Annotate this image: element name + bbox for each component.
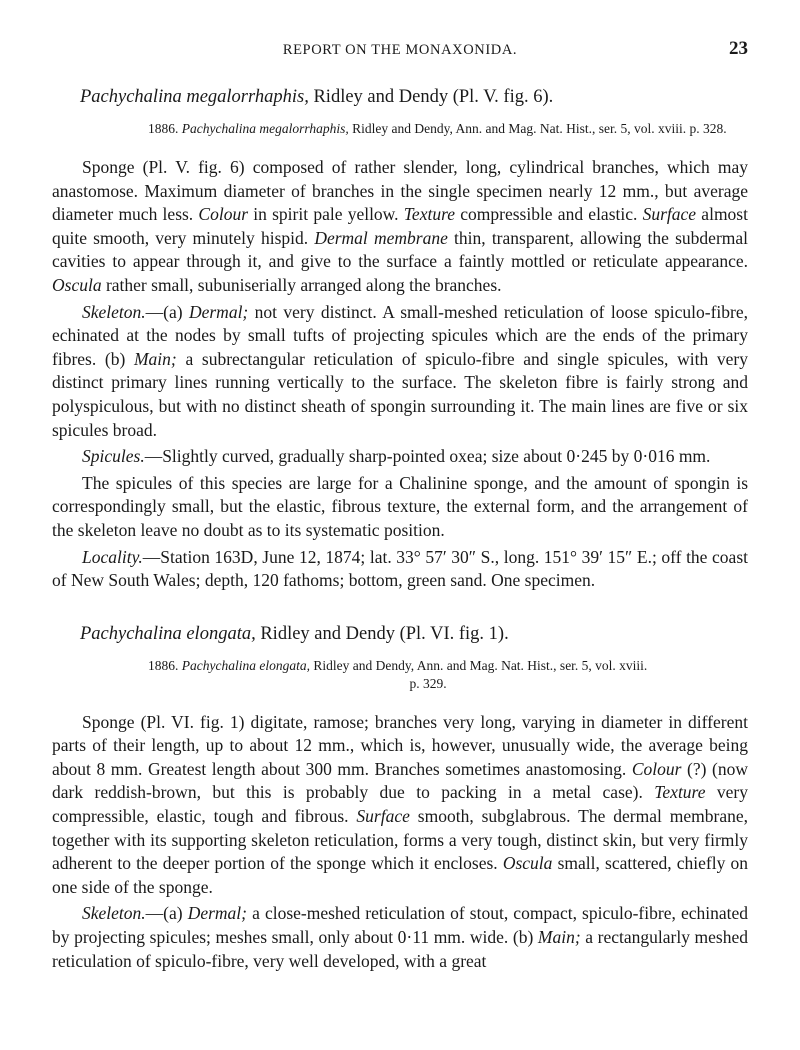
term-colour: Colour xyxy=(631,758,682,779)
text-run: —(a) xyxy=(145,903,188,924)
reference-citation xyxy=(52,120,748,138)
species-heading-megalorrhaphis xyxy=(80,84,748,110)
ref-year: 1886. xyxy=(148,121,182,136)
term-surface: Surface xyxy=(356,806,410,827)
species-name: Pachychalina elongata, xyxy=(80,623,256,644)
term-dermal: Dermal; xyxy=(187,903,247,924)
term-main: Main; xyxy=(537,927,581,948)
term-texture: Texture xyxy=(654,782,706,803)
text-run: Sponge (Pl. V. fig. 6) composed of rather slender, long, cylindrical branches, which may anastomose. Maximum diameter of branches in the single specimen nearly 12 mm., but average diameter much less. xyxy=(52,157,748,225)
running-head xyxy=(52,38,748,64)
species-name: Pachychalina megalorrhaphis, xyxy=(80,87,309,107)
term-dermal-membrane: Dermal membrane xyxy=(314,227,448,248)
species-authority: Ridley and Dendy (Pl. V. fig. 6). xyxy=(308,87,554,107)
ref-text: Ridley and Dendy, Ann. and Mag. Nat. Hist., ser. 5, vol. xviii. p. 328. xyxy=(348,121,727,136)
remarks-paragraph: The spicules of this species are large for a Chalinine sponge, and the amount of spongin is correspondingly small, but the elastic, fibrous texture, the external form, and the arrangement of the skeleton leave no doubt as to its systematic position. xyxy=(52,472,748,540)
text-run: very compressible, elastic, tough and fibrous. xyxy=(52,782,748,827)
text-run: a close-meshed reticulation of stout, compact, spiculo-fibre, echinated by projecting spicules; meshes small, only about 0·11 mm. wide. (b) xyxy=(52,903,748,948)
text-run: thin, transparent, allowing the subdermal cavities to appear through it, and give to the surface a faintly mottled or reticulate appearance. xyxy=(52,227,749,272)
page xyxy=(52,38,748,973)
text-run: rather small, subuniserially arranged along the branches. xyxy=(101,274,502,295)
skeleton-paragraph xyxy=(52,902,748,973)
text-run: almost quite smooth, very minutely hispid. xyxy=(52,204,748,248)
term-colour: Colour xyxy=(198,204,249,225)
ref-species: Pachychalina elongata, xyxy=(181,657,310,673)
text-run: —(a) xyxy=(145,301,189,322)
term-oscula: Oscula xyxy=(502,853,553,874)
term-main: Main; xyxy=(133,348,177,369)
running-title: REPORT ON THE MONAXONIDA. xyxy=(282,42,518,58)
reference-citation xyxy=(52,657,748,693)
page-number: 23 xyxy=(729,38,748,59)
description-paragraph xyxy=(52,156,748,298)
spicules-paragraph xyxy=(52,445,748,469)
text-run: (?) (now dark reddish-brown, but this is probably due to packing in a metal case). xyxy=(52,758,748,803)
text-run: a rectangularly meshed reticulation of spiculo-fibre, very well developed, with a great xyxy=(52,927,748,971)
text-run: —Slightly curved, gradually sharp-pointed oxea; size about 0·245 by 0·016 mm. xyxy=(144,446,711,467)
skeleton-paragraph xyxy=(52,301,748,443)
species-authority: Ridley and Dendy (Pl. VI. fig. 1). xyxy=(255,623,509,644)
term-skeleton: Skeleton. xyxy=(82,301,146,322)
term-dermal: Dermal; xyxy=(188,301,249,322)
text-run: smooth, subglabrous. The dermal membrane, together with its supporting skeleton reticulation, forms a very tough, distinct skin, but very firmly adherent to the deeper portion of the sponge which it encloses. xyxy=(52,806,748,874)
ref-tail: p. 329. xyxy=(409,675,447,691)
text-run: small, scattered, chiefly on one side of the sponge. xyxy=(52,853,748,897)
term-spicules: Spicules. xyxy=(82,446,145,467)
text-run: in spirit pale yellow. xyxy=(248,204,404,225)
term-surface: Surface xyxy=(642,204,697,225)
ref-species: Pachychalina megalorrhaphis, xyxy=(181,121,349,136)
term-skeleton: Skeleton. xyxy=(82,903,146,924)
species-heading-elongata xyxy=(80,621,748,647)
term-oscula: Oscula xyxy=(52,274,102,295)
description-paragraph xyxy=(52,711,748,900)
term-locality: Locality. xyxy=(82,546,143,567)
text-run: not very distinct. A small-meshed reticulation of loose spiculo-fibre, echinated at the nodes by small tufts of projecting spicules which are the ends of the primary fibres. (b) xyxy=(52,301,748,369)
text-run: —Station 163D, June 12, 1874; lat. 33° 57′ 30″ S., long. 151° 39′ 15″ E.; off the coast of New South Wales; depth, 120 fathoms; bottom, green sand. One specimen. xyxy=(52,546,748,591)
text-run: Sponge (Pl. VI. fig. 1) digitate, ramose; branches very long, varying in diameter in different parts of their length, up to about 12 mm., which is, however, unusually wide, the average being about 8 mm. Greatest length about 300 mm. Branches sometimes anastomosing. xyxy=(52,711,748,779)
term-texture: Texture xyxy=(403,204,455,225)
text-run: compressible and elastic. xyxy=(455,204,643,225)
text-run: a subrectangular reticulation of spiculo-fibre and single spicules, with very distinct primary lines running vertically to the surface. The skeleton fibre is fairly strong and polyspiculous, but with no distinct sheath of spongin surrounding it. The main lines are five or six spicules broad. xyxy=(52,348,748,440)
locality-paragraph xyxy=(52,546,748,593)
ref-text: Ridley and Dendy, Ann. and Mag. Nat. Hist., ser. 5, vol. xviii. xyxy=(309,657,648,673)
ref-year: 1886. xyxy=(148,657,182,673)
